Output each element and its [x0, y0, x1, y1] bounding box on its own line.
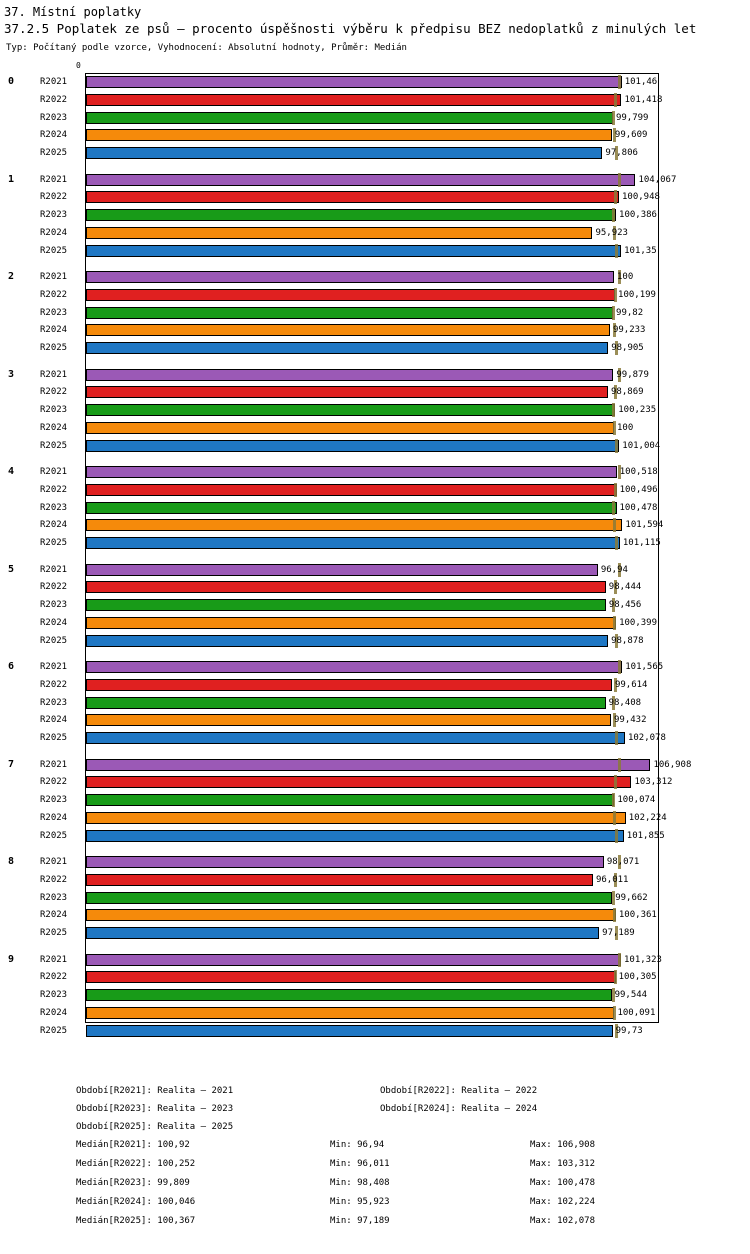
- bar-value-label: 98,408: [608, 697, 642, 708]
- bar-row-label: R2024: [40, 325, 68, 336]
- bar-row[interactable]: [0, 696, 750, 710]
- stats-min: Min: 97,189: [330, 1216, 390, 1226]
- bar-value-label: 106,908: [653, 759, 692, 770]
- bar-row[interactable]: [0, 793, 750, 807]
- chart-title-line2: 37.2.5 Poplatek ze psů – procento úspěšnosti výběru k předpisu BEZ nedoplatků z minulých let: [4, 21, 697, 36]
- legend-item: Období[R2021]: Realita – 2021: [76, 1086, 234, 1096]
- bar[interactable]: [86, 129, 612, 141]
- bar-row[interactable]: [0, 190, 750, 204]
- bar-value-label: 101,35: [624, 245, 657, 256]
- stats-max: Max: 100,478: [530, 1178, 596, 1188]
- bar-value-label: 98,444: [608, 582, 642, 593]
- stats-median: Medián[R2022]: 100,252: [76, 1159, 196, 1169]
- bar-row-label: R2024: [40, 715, 68, 726]
- bar-row[interactable]: [0, 634, 750, 648]
- median-marker: [612, 403, 615, 417]
- bar-row-label: R2025: [40, 538, 68, 549]
- bar-value-label: 101,323: [623, 954, 662, 965]
- bar-row[interactable]: [0, 678, 750, 692]
- bar-value-label: 98,905: [611, 343, 644, 354]
- bar-row-label: R2021: [40, 759, 68, 770]
- bar[interactable]: [86, 617, 616, 629]
- bar-row-label: R2024: [40, 520, 68, 531]
- bar-row[interactable]: [0, 829, 750, 843]
- bar-row[interactable]: [0, 731, 750, 745]
- bar-row-label: R2023: [40, 112, 68, 123]
- stats-max: Max: 103,312: [530, 1159, 596, 1169]
- bar-row-label: R2022: [40, 484, 68, 495]
- bar-row[interactable]: [0, 908, 750, 922]
- bar-row[interactable]: [0, 208, 750, 222]
- bar-value-label: 98,071: [606, 857, 640, 867]
- bar-value-label: 100,091: [617, 1007, 656, 1018]
- bar-row[interactable]: [0, 758, 750, 772]
- chart-statistics: [0, 1136, 750, 1231]
- bar-row[interactable]: [0, 146, 750, 160]
- bar-row[interactable]: [0, 75, 750, 89]
- stats-row: [0, 1212, 750, 1231]
- bar-row-label: R2021: [40, 857, 68, 867]
- bar-value-label: 99,799: [615, 112, 649, 123]
- bar[interactable]: [86, 635, 608, 647]
- legend-row: [0, 1100, 750, 1118]
- bar-row[interactable]: [0, 811, 750, 825]
- bar[interactable]: [86, 227, 592, 239]
- bar-row[interactable]: [0, 563, 750, 577]
- bar[interactable]: [86, 697, 606, 709]
- bar-row-label: R2024: [40, 812, 68, 823]
- bar-row-label: R2023: [40, 990, 68, 1001]
- bar-row-label: R2023: [40, 405, 68, 416]
- legend-item: Období[R2023]: Realita – 2023: [76, 1104, 234, 1114]
- stats-median: Medián[R2021]: 100,92: [76, 1140, 190, 1150]
- bar-row-label: R2021: [40, 369, 68, 380]
- bar-row[interactable]: [0, 713, 750, 727]
- bar-row[interactable]: [0, 970, 750, 984]
- bar-value-label: 100,478: [619, 502, 658, 513]
- median-marker: [618, 173, 621, 187]
- axis-tick-0: 0: [76, 61, 81, 70]
- stats-max: Max: 102,224: [530, 1197, 596, 1207]
- bar-value-label: 101,565: [625, 662, 664, 672]
- bar[interactable]: [86, 94, 621, 106]
- bar[interactable]: [86, 599, 606, 611]
- median-marker: [618, 660, 621, 674]
- bar-value-label: 99,432: [614, 715, 647, 726]
- bar[interactable]: [86, 386, 608, 398]
- bar-row[interactable]: [0, 368, 750, 382]
- bar-value-label: 99,544: [614, 990, 648, 1001]
- bar[interactable]: [86, 307, 613, 319]
- median-marker: [613, 421, 616, 435]
- bar-row-label: R2023: [40, 697, 68, 708]
- group-label: 9: [8, 953, 15, 965]
- bar-row[interactable]: [0, 439, 750, 453]
- bar-row[interactable]: [0, 580, 750, 594]
- bar-value-label: 101,004: [622, 440, 661, 451]
- median-marker: [612, 306, 615, 320]
- legend-item: Období[R2025]: Realita – 2025: [76, 1122, 234, 1132]
- bar[interactable]: [86, 830, 624, 842]
- median-marker: [613, 1006, 616, 1020]
- bar-row-label: R2024: [40, 910, 68, 921]
- bar-value-label: 100,948: [622, 192, 660, 203]
- legend-row: [0, 1118, 750, 1136]
- bar[interactable]: [86, 112, 613, 124]
- bar-row-label: R2024: [40, 422, 68, 433]
- bar-row-label: R2021: [40, 174, 68, 185]
- bar-value-label: 99,82: [616, 307, 644, 318]
- bar-value-label: 99,233: [612, 325, 646, 336]
- bar[interactable]: [86, 776, 631, 788]
- bar-row[interactable]: [0, 226, 750, 240]
- bar-row[interactable]: [0, 598, 750, 612]
- bar[interactable]: [86, 440, 619, 452]
- median-marker: [618, 953, 621, 967]
- bar-value-label: 100,235: [618, 405, 657, 416]
- bar-row-label: R2025: [40, 830, 68, 841]
- stats-max: Max: 106,908: [530, 1140, 596, 1150]
- bar-value-label: 98,869: [611, 387, 644, 398]
- bar[interactable]: [86, 759, 650, 771]
- chart-title-line1: 37. Místní poplatky: [4, 5, 142, 19]
- bar-row[interactable]: [0, 775, 750, 789]
- bar-row-label: R2021: [40, 564, 68, 575]
- bar-row-label: R2022: [40, 679, 68, 690]
- bar[interactable]: [86, 679, 612, 691]
- bar-value-label: 102,078: [627, 733, 666, 744]
- bar-row[interactable]: [0, 465, 750, 479]
- bar-row-label: R2025: [40, 1025, 68, 1036]
- median-marker: [614, 775, 617, 789]
- bar-row-label: R2023: [40, 502, 68, 513]
- bar-row-label: R2022: [40, 874, 68, 885]
- median-marker: [613, 518, 616, 532]
- bar-row[interactable]: [0, 926, 750, 940]
- bar-value-label: 100,496: [619, 484, 658, 495]
- group-label: 1: [8, 173, 15, 185]
- group-label: 0: [8, 76, 15, 87]
- bar-row[interactable]: [0, 341, 750, 355]
- bar-row[interactable]: [0, 660, 750, 674]
- median-marker: [613, 908, 616, 922]
- chart-legend: [0, 1082, 750, 1136]
- legend-row: [0, 1082, 750, 1100]
- bar-row-label: R2021: [40, 272, 68, 282]
- bar[interactable]: [86, 856, 604, 868]
- bar[interactable]: [86, 564, 598, 576]
- chart-area: [0, 61, 750, 1036]
- stats-row: [0, 1155, 750, 1174]
- bar-row-label: R2025: [40, 245, 68, 256]
- median-marker: [612, 111, 615, 125]
- bar[interactable]: [86, 874, 593, 886]
- bar-row[interactable]: [0, 128, 750, 142]
- bar-value-label: 97,806: [605, 148, 638, 159]
- bar-row[interactable]: [0, 1006, 750, 1020]
- bar-row-label: R2023: [40, 600, 68, 611]
- bar[interactable]: [86, 1025, 613, 1037]
- median-marker: [615, 536, 618, 550]
- bar[interactable]: [86, 324, 610, 336]
- bar-value-label: 100,199: [618, 289, 656, 300]
- bar-row-label: R2024: [40, 1007, 68, 1018]
- bar-row[interactable]: [0, 501, 750, 515]
- group-label: 2: [8, 271, 15, 282]
- bar[interactable]: [86, 271, 614, 283]
- median-marker: [618, 75, 621, 89]
- bar-value-label: 100,074: [617, 795, 656, 806]
- bar-row[interactable]: [0, 518, 750, 532]
- stats-row: [0, 1136, 750, 1155]
- bar-value-label: 96,94: [600, 564, 628, 575]
- bar-value-label: 101,46: [624, 77, 658, 87]
- bar[interactable]: [86, 191, 619, 203]
- bar-row-label: R2025: [40, 148, 68, 159]
- bar-row[interactable]: [0, 873, 750, 887]
- group-label: 7: [8, 758, 15, 770]
- bar-value-label: 101,115: [622, 538, 661, 549]
- bar-value-label: 100: [617, 422, 634, 433]
- median-marker: [615, 731, 618, 745]
- bar-row[interactable]: [0, 403, 750, 417]
- bar[interactable]: [86, 1007, 614, 1019]
- bar[interactable]: [86, 971, 616, 983]
- bar-row-label: R2021: [40, 467, 68, 477]
- bar-value-label: 98,456: [608, 600, 642, 611]
- bar-row-label: R2024: [40, 227, 68, 238]
- stats-median: Medián[R2024]: 100,046: [76, 1197, 196, 1207]
- bar[interactable]: [86, 76, 622, 88]
- bar-value-label: 104,067: [638, 174, 677, 185]
- bar-row-label: R2024: [40, 130, 68, 141]
- bar-row-label: R2021: [40, 77, 68, 87]
- bar[interactable]: [86, 954, 621, 966]
- stats-max: Max: 102,078: [530, 1216, 596, 1226]
- chart-header: [0, 0, 750, 55]
- bar-row[interactable]: [0, 483, 750, 497]
- bar[interactable]: [86, 909, 616, 921]
- bar[interactable]: [86, 502, 617, 514]
- bar-row-label: R2025: [40, 733, 68, 744]
- bar-row[interactable]: [0, 421, 750, 435]
- bar-value-label: 100,386: [619, 210, 657, 221]
- bar[interactable]: [86, 245, 621, 257]
- bar[interactable]: [86, 369, 613, 381]
- bar[interactable]: [86, 661, 622, 673]
- median-marker: [612, 208, 615, 222]
- bar[interactable]: [86, 794, 614, 806]
- bar-value-label: 97,189: [602, 928, 635, 939]
- median-marker: [614, 93, 617, 107]
- stats-min: Min: 98,408: [330, 1178, 390, 1188]
- bar-row[interactable]: [0, 323, 750, 337]
- chart-subtitle: Typ: Počítaný podle vzorce, Vyhodnocení: Absolutní hodnoty, Průměr: Medián: [6, 43, 407, 53]
- stats-median: Medián[R2023]: 99,809: [76, 1178, 190, 1188]
- bar-row-label: R2023: [40, 307, 68, 318]
- bar-row[interactable]: [0, 385, 750, 399]
- bar-value-label: 96,011: [595, 874, 629, 885]
- bar-row-label: R2025: [40, 635, 68, 646]
- median-marker: [614, 970, 617, 984]
- legend-item: Období[R2022]: Realita – 2022: [380, 1086, 538, 1096]
- bar-row-label: R2021: [40, 954, 68, 965]
- bar[interactable]: [86, 209, 616, 221]
- bar[interactable]: [86, 484, 617, 496]
- bar-value-label: 101,418: [624, 94, 663, 105]
- bar-row[interactable]: [0, 855, 750, 869]
- median-marker: [614, 483, 617, 497]
- bar-row-label: R2023: [40, 892, 68, 903]
- bar[interactable]: [86, 147, 602, 159]
- bar-row[interactable]: [0, 173, 750, 187]
- median-marker: [613, 616, 616, 630]
- bar-row[interactable]: [0, 270, 750, 284]
- median-marker: [613, 811, 616, 825]
- bar-row-label: R2022: [40, 289, 68, 300]
- bar[interactable]: [86, 289, 615, 301]
- bar-row[interactable]: [0, 953, 750, 967]
- bar[interactable]: [86, 989, 612, 1001]
- bar[interactable]: [86, 342, 608, 354]
- bar[interactable]: [86, 581, 606, 593]
- group-label: 6: [8, 661, 15, 672]
- bar-row[interactable]: [0, 616, 750, 630]
- median-marker: [612, 501, 615, 515]
- bar-row[interactable]: [0, 288, 750, 302]
- median-marker: [612, 793, 615, 807]
- bar-value-label: 100,305: [618, 972, 657, 983]
- median-marker: [615, 439, 618, 453]
- median-marker: [618, 758, 621, 772]
- bar-value-label: 99,662: [615, 892, 648, 903]
- bar-row[interactable]: [0, 93, 750, 107]
- median-marker: [614, 190, 617, 204]
- bar-value-label: 99,879: [616, 369, 649, 380]
- bar-row-label: R2021: [40, 662, 68, 672]
- bar-value-label: 101,594: [625, 520, 664, 531]
- bar-row[interactable]: [0, 988, 750, 1002]
- bar[interactable]: [86, 714, 611, 726]
- bar-value-label: 101,855: [626, 830, 665, 841]
- bar-row-label: R2022: [40, 192, 68, 203]
- bar-value-label: 100,518: [619, 467, 658, 477]
- bar[interactable]: [86, 812, 626, 824]
- bar-row-label: R2022: [40, 94, 68, 105]
- legend-item: Období[R2024]: Realita – 2024: [380, 1104, 538, 1114]
- bar-value-label: 95,923: [595, 227, 628, 238]
- bar-row-label: R2025: [40, 928, 68, 939]
- group-label: 3: [8, 368, 15, 380]
- median-marker: [615, 829, 618, 843]
- bar[interactable]: [86, 537, 620, 549]
- bar-value-label: 100,361: [618, 910, 657, 921]
- bar-row-label: R2022: [40, 387, 68, 398]
- bar-value-label: 100: [617, 272, 634, 282]
- stats-min: Min: 96,94: [330, 1140, 385, 1150]
- bar-value-label: 99,609: [614, 130, 648, 141]
- bar[interactable]: [86, 404, 615, 416]
- bar[interactable]: [86, 519, 622, 531]
- bar-row-label: R2022: [40, 972, 68, 983]
- stats-row: [0, 1193, 750, 1212]
- bar-row-label: R2022: [40, 582, 68, 593]
- bar-row[interactable]: [0, 306, 750, 320]
- bar-row[interactable]: [0, 891, 750, 905]
- group-label: 4: [8, 466, 15, 477]
- bar[interactable]: [86, 892, 612, 904]
- bar-value-label: 100,399: [619, 617, 658, 628]
- stats-median: Medián[R2025]: 100,367: [76, 1216, 196, 1226]
- bar-row-label: R2023: [40, 795, 68, 806]
- bar-value-label: 99,73: [615, 1025, 643, 1036]
- bar-row-label: R2025: [40, 343, 68, 354]
- bar[interactable]: [86, 422, 614, 434]
- median-marker: [615, 244, 618, 258]
- bar[interactable]: [86, 927, 599, 939]
- bar-row[interactable]: [0, 1024, 750, 1038]
- group-label: 8: [8, 856, 15, 867]
- bar-row-label: R2023: [40, 210, 68, 221]
- bar-value-label: 103,312: [634, 777, 673, 788]
- stats-row: [0, 1174, 750, 1193]
- bar-value-label: 102,224: [628, 812, 667, 823]
- bar-value-label: 98,878: [611, 635, 644, 646]
- bar[interactable]: [86, 732, 625, 744]
- bar-value-label: 99,614: [614, 679, 648, 690]
- median-marker: [614, 288, 617, 302]
- stats-min: Min: 95,923: [330, 1197, 390, 1207]
- bar-row-label: R2022: [40, 777, 68, 788]
- bar[interactable]: [86, 466, 617, 478]
- stats-min: Min: 96,011: [330, 1159, 390, 1169]
- bar-row[interactable]: [0, 111, 750, 125]
- bar-row-label: R2025: [40, 440, 68, 451]
- bar-row[interactable]: [0, 244, 750, 258]
- bar[interactable]: [86, 174, 635, 186]
- group-label: 5: [8, 563, 15, 575]
- bar-row-label: R2024: [40, 617, 68, 628]
- bar-row[interactable]: [0, 536, 750, 550]
